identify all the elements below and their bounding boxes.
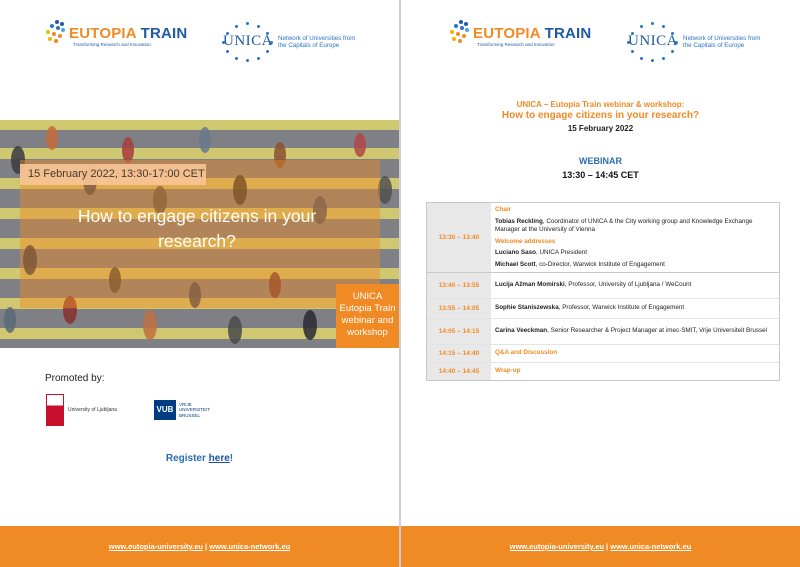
agenda-row	[427, 272, 779, 298]
speaker-role: , UNICA President	[535, 249, 588, 256]
programme-heading: UNICA – Eutopia Train webinar & workshop:	[516, 100, 685, 109]
eutopia-dots-icon	[45, 20, 67, 44]
ljubljana-crest-icon	[46, 394, 64, 426]
unica-name: UNICA	[628, 33, 678, 49]
speaker-role: , Professor, Warwick Institute of Engagement	[558, 304, 685, 312]
programme-page	[401, 0, 800, 567]
agenda-label: Q&A and Discussion	[495, 349, 558, 357]
speaker-name: Michael Scott	[495, 260, 536, 268]
unica-stars-icon	[222, 22, 274, 62]
flyer-page	[0, 0, 399, 567]
promoted-by-label: Promoted by:	[45, 373, 105, 384]
speaker-role: , co-Director, Warwick Institute of Engagement	[535, 260, 665, 268]
eutopia-train: TRAIN	[544, 25, 592, 42]
speaker-name: Luciano Saso	[495, 249, 536, 256]
agenda-time: 14:05 – 14:15	[427, 319, 491, 344]
unica-name: UNICA	[223, 33, 273, 49]
unica-logo	[627, 22, 765, 62]
speaker-name: Sophie Staniszewska	[495, 304, 559, 312]
agenda-time: 13:55 – 14:05	[427, 299, 491, 318]
register-suffix: !	[229, 453, 234, 464]
ljubljana-name: University of Ljubljana	[68, 407, 117, 413]
footer-link-unica[interactable]: www.unica-network.eu	[209, 542, 291, 551]
unica-subtitle: Network of Universities from the Capitals of Europe	[278, 34, 356, 49]
agenda-label: Chair	[495, 206, 512, 213]
eutopia-name: EUTOPIA	[473, 25, 541, 42]
footer-link-eutopia[interactable]: www.eutopia-university.eu	[509, 542, 604, 551]
speaker-role: , Professor, University of Ljubljana / WeCount	[564, 281, 692, 289]
event-date-banner: 15 February 2022, 13:30-17:00 CET	[20, 164, 206, 185]
footer-link-eutopia[interactable]: www.eutopia-university.eu	[108, 542, 203, 551]
speaker-role: , Coordinator of UNICA & the City working group and Knowledge Exchange Manager at the University of Vienna	[495, 217, 753, 233]
section-time: 13:30 – 14:45 CET	[562, 170, 639, 180]
agenda-row	[427, 344, 779, 362]
speaker-name: Tobias Reckling	[495, 217, 543, 225]
eutopia-train-logo	[45, 20, 187, 48]
register-prefix: Register	[165, 453, 209, 464]
event-title: How to engage citizens in your research?	[77, 206, 317, 251]
eutopia-train: TRAIN	[140, 25, 188, 42]
programme-title: How to engage citizens in your research?	[501, 110, 700, 121]
register-line	[0, 453, 399, 464]
footer-separator: |	[603, 542, 611, 551]
programme-date: 15 February 2022	[567, 124, 634, 133]
footer-link-unica[interactable]: www.unica-network.eu	[610, 542, 692, 551]
footer-bar	[0, 526, 399, 567]
agenda-time: 13:40 – 13:55	[427, 273, 491, 298]
agenda-row	[427, 203, 779, 272]
agenda-row	[427, 318, 779, 344]
footer-bar	[401, 526, 800, 567]
agenda-label: Welcome addresses	[495, 237, 556, 245]
speaker-name: Carina Veeckman	[495, 327, 548, 335]
unica-stars-icon	[627, 22, 679, 62]
eutopia-tagline: Transforming Research and Innovation	[73, 42, 151, 47]
eutopia-tagline: Transforming Research and Innovation	[477, 42, 555, 47]
agenda-row	[427, 298, 779, 318]
eutopia-train-logo	[449, 20, 591, 48]
agenda-time: 14:15 – 14:40	[427, 345, 491, 362]
unica-subtitle: Network of Universities from the Capitals of Europe	[683, 34, 761, 49]
eutopia-dots-icon	[449, 20, 471, 44]
vub-name: VRIJE UNIVERSITEIT BRUSSEL	[179, 401, 210, 418]
register-link[interactable]: here	[208, 453, 230, 464]
speaker-role: , Senior Researcher & Project Manager at imec-SMIT, Vrije Universiteit Brussel	[547, 327, 768, 335]
eutopia-name: EUTOPIA	[69, 25, 137, 42]
section-title: WEBINAR	[579, 156, 622, 166]
vub-abbr: VUB	[154, 400, 176, 420]
event-type-badge: UNICA Eutopia Train webinar and workshop	[336, 284, 399, 348]
agenda-label: Wrap-up	[495, 367, 521, 375]
agenda-time: 14:40 – 14:45	[427, 363, 491, 380]
agenda-time: 13:30 – 13:40	[427, 203, 491, 272]
footer-separator: |	[202, 542, 210, 551]
university-ljubljana-logo	[46, 394, 117, 426]
vub-logo	[154, 400, 209, 420]
agenda-row	[427, 362, 779, 380]
unica-logo	[222, 22, 360, 62]
speaker-name: Lucija Ažman Momirski	[495, 281, 565, 289]
agenda-table	[426, 202, 780, 381]
